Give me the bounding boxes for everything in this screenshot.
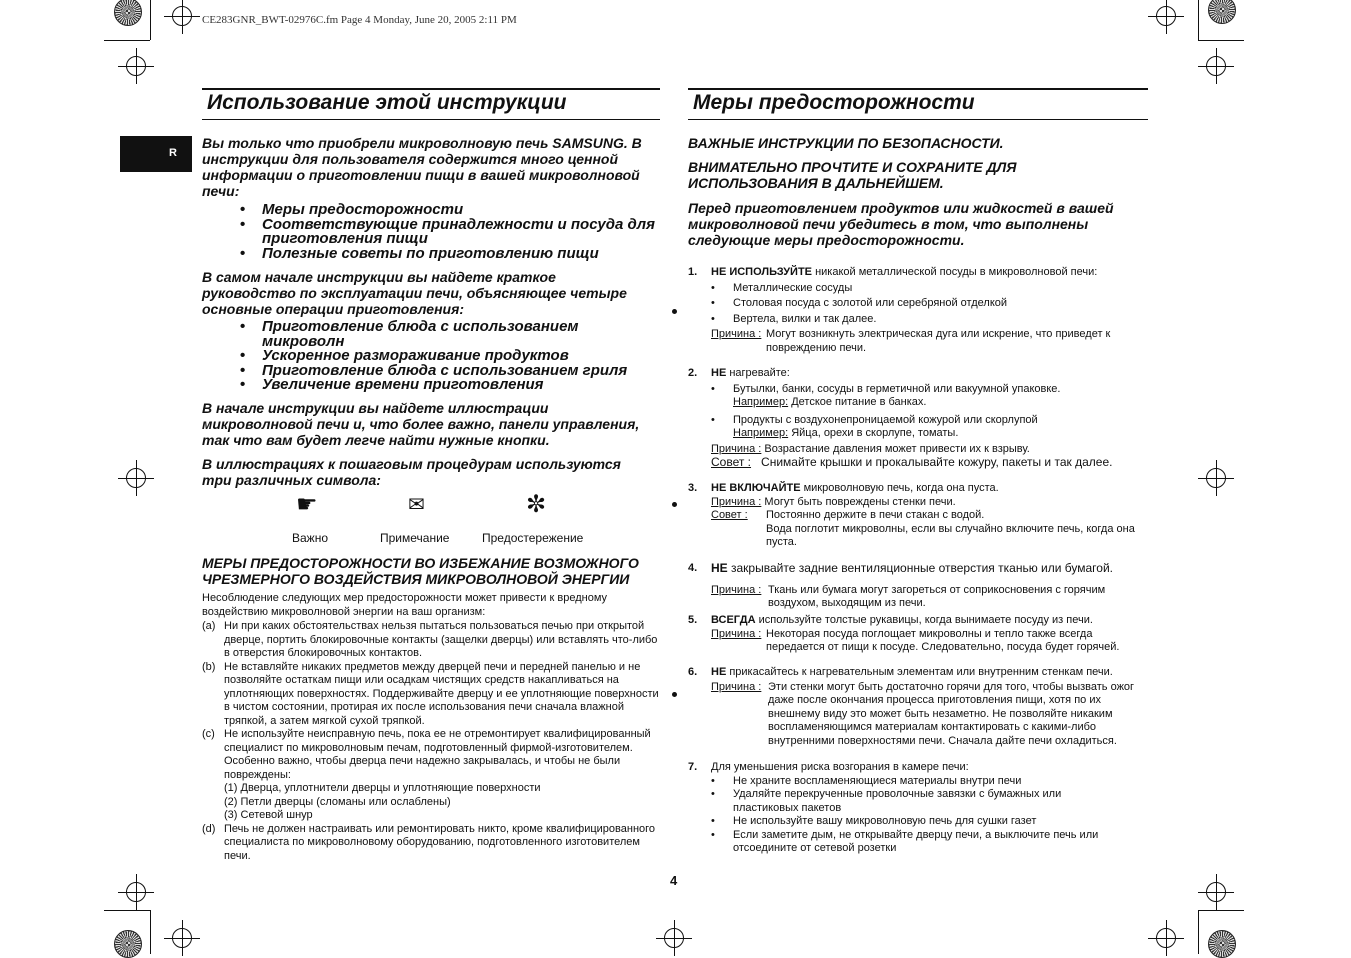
title-rule-bottom [688, 119, 1148, 120]
language-tab [120, 136, 192, 172]
example-label: Например: [733, 396, 789, 408]
crop-line [104, 40, 150, 41]
reason-text: Могут возникнуть электрическая дуга или искрение, что приведет к повреждению печи. [766, 328, 1111, 354]
rule-number: 6. [688, 666, 698, 678]
binding-dot [672, 502, 677, 507]
list-item: • Не храните воспламеняющиеся материалы внутри печи [711, 775, 1121, 789]
registration-mark [1156, 6, 1176, 26]
registration-mark [1206, 882, 1226, 902]
crop-line [150, 0, 151, 40]
reason-label: Причина : [711, 680, 762, 693]
safety-heading: ВАЖНЫЕ ИНСТРУКЦИИ ПО БЕЗОПАСНОСТИ. [688, 135, 1004, 151]
reason-text: Возрастание давления может привести их к взрыву. [764, 442, 1030, 455]
rule-keyword: НЕ ВКЛЮЧАЙТЕ [711, 482, 801, 494]
title-rule-top [688, 88, 1148, 90]
reason-text: Эти стенки могут быть достаточно горячи для того, чтобы вызвать ожог даже после окончания процесса приготовления пищи, хотя по их внешнему виду это может быть незаметно. Не позволяйте никаким воспламеняющимся материалам контактировать с какими-либо внутренними поверхностями печи. Сначала дайте печи охладиться. [768, 680, 1135, 747]
list-item: • Приготовление блюда с использованием микроволн [240, 320, 660, 349]
rule-text: микроволновую печь, когда она пуста. [800, 482, 999, 494]
bullet-text: • Продукты с воздухонепроницаемой кожурой или скорлупой [733, 413, 1038, 426]
left-page-title: Использование этой инструкции [207, 91, 567, 114]
registration-mark [172, 928, 192, 948]
crop-line [1198, 0, 1199, 40]
operations-list [240, 320, 660, 393]
rule-text: Для уменьшения риска возгорания в камере печи: [711, 761, 969, 773]
rule-keyword: НЕ ИСПОЛЬЗУЙТЕ [711, 266, 813, 278]
precaution-item [202, 620, 660, 661]
crop-line [1198, 40, 1244, 41]
rule-number: 3. [688, 482, 698, 494]
symbol-label-caution: Предостережение [482, 531, 584, 545]
symbol-label-important: Важно [292, 531, 329, 545]
pointing-hand-icon: ☛ [296, 490, 318, 518]
safety-rule-7 [688, 761, 1148, 856]
crop-line [1198, 910, 1199, 954]
rule-bullets [711, 282, 1148, 327]
list-item: • Ускоренное размораживание продуктов [240, 349, 660, 364]
precaution-item [202, 661, 660, 729]
rule-keyword: НЕ [711, 561, 728, 575]
list-item: • Меры предосторожности [240, 203, 660, 218]
intro-paragraph: Вы только что приобрели микроволновую печь SAMSUNG. В инструкции для пользователя содержится много ценной информации о приготовлении пищи в вашей микроволновой печи: [202, 135, 642, 199]
rule-text: используйте толстые рукавицы, когда вынимаете посуду из печи. [755, 614, 1093, 626]
item-text: Не используйте неисправную печь, пока ее не отремонтирует квалифицированный специалист по микроволновым печам, подготовленный фирмой-изготовителем. Особенно важно, чтобы дверца печи надежно закрывалась, и чтобы не были повреждены: [224, 728, 651, 781]
reason-text: Могут быть повреждены стенки печи. [764, 495, 956, 508]
rule-number: 7. [688, 761, 698, 773]
rule-number: 4. [688, 562, 698, 574]
rule-text: закрывайте задние вентиляционные отверстия тканью или бумагой. [727, 561, 1113, 575]
bullet-text: • Бутылки, банки, сосуды в герметичной или вакуумной упаковке. [733, 382, 1061, 395]
note-icon: ✉ [408, 492, 425, 516]
example-label: Например: [733, 427, 789, 439]
reason-label: Причина : [711, 328, 762, 340]
symbol-legend [270, 490, 640, 546]
item-text: Печь не должен настраивать или ремонтировать никто, кроме квалифицированного специалиста по микроволновому оборудованию, подготовленного изготовителем печи. [224, 822, 656, 862]
list-item: • Не используйте вашу микроволновую печь для сушки газет [711, 815, 1121, 829]
advice-text: Постоянно держите в печи стакан с водой. [766, 509, 985, 521]
rule-keyword: НЕ [711, 367, 727, 379]
advice-label: Совет : [711, 509, 748, 521]
rule-number: 1. [688, 266, 698, 278]
list-item: • Вертела, вилки и так далее. [711, 313, 1148, 327]
reason-label: Причина : [711, 495, 762, 508]
crop-line [150, 910, 151, 954]
registration-mark [126, 882, 146, 902]
precaution-items [202, 620, 660, 863]
list-item: • Соответствующие принадлежности и посуда для приготовления пищи [240, 218, 660, 247]
item-subpoint: (3) Сетевой шнур [224, 809, 313, 821]
list-item: • Приготовление блюда с использованием гриля [240, 364, 660, 379]
safety-rule-1 [688, 266, 1148, 355]
precaution-item [202, 728, 660, 823]
color-calibration-disc [1208, 0, 1236, 24]
registration-mark [1156, 928, 1176, 948]
rule-text: прикасайтесь к нагревательным элементам или внутренним стенкам печи. [726, 666, 1113, 678]
safety-rule-5 [688, 614, 1148, 655]
list-item: • Полезные советы по приготовлению пищи [240, 247, 660, 262]
example-line [733, 427, 1148, 441]
color-calibration-disc [114, 0, 142, 26]
reason-label: Причина : [711, 627, 762, 640]
rule-keyword: НЕ [711, 666, 727, 678]
reason-label: Причина : [711, 583, 762, 596]
advice-text: Вода поглотит микроволны, если вы случайно включите печь, когда она пуста. [766, 522, 1135, 548]
reason-label: Причина : [711, 442, 762, 455]
title-rule-bottom [202, 119, 660, 120]
list-item: • Если заметите дым, не открывайте дверцу печи, а выключите печь или отсоедините от сетевой розетки [711, 829, 1121, 856]
list-item: • Увеличение времени приготовления [240, 378, 660, 393]
section-subtitle: МЕРЫ ПРЕДОСТОРОЖНОСТИ ВО ИЗБЕЖАНИЕ ВОЗМОЖНОГО ЧРЕЗМЕРНОГО ВОЗДЕЙСТВИЯ МИКРОВОЛНОВОЙ ЭНЕРГИИ [202, 555, 639, 587]
binding-dot [672, 692, 677, 697]
item-label: (a) [202, 620, 216, 632]
item-text: Ни при каких обстоятельствах нельзя пытаться пользоваться печью при открытой дверце, портить блокировочные контакты (защелки дверцы) или вставлять что-либо в отверстия блокировочных контактов. [224, 620, 658, 659]
registration-mark [172, 6, 192, 26]
advice-label: Совет : [711, 455, 752, 469]
rule-number: 5. [688, 614, 698, 626]
registration-mark [126, 56, 146, 76]
contents-list [240, 203, 660, 261]
list-item: • Столовая посуда с золотой или серебряной отделкой [711, 297, 1148, 311]
quick-guide-paragraph: В самом начале инструкции вы найдете краткое руководство по эксплуатации печи, объясняющее четыре основные операции приготовления: [202, 269, 627, 317]
file-header-line: CE283GNR_BWT-02976C.fm Page 4 Monday, June 20, 2005 2:11 PM [202, 14, 517, 26]
item-label: (d) [202, 822, 216, 835]
symbol-label-note: Примечание [380, 531, 450, 545]
binding-dot [672, 309, 677, 314]
safety-rule-2 [688, 367, 1148, 470]
list-item [711, 414, 1148, 441]
registration-mark [664, 928, 684, 948]
crop-line [104, 910, 150, 911]
illustrations-paragraph: В начале инструкции вы найдете иллюстрации микроволновой печи и, что более важно, панели управления, так что вам будет легче найти нужные кнопки. [202, 400, 640, 448]
rule-keyword: ВСЕГДА [711, 614, 756, 626]
list-item: • Удаляйте перекрученные проволочные завязки с бумажных или пластиковых пакетов [711, 788, 1121, 815]
page-number: 4 [670, 873, 678, 888]
rule-text: нагревайте: [726, 367, 790, 379]
safety-rule-4 [688, 562, 1148, 611]
item-subpoint: (2) Петли дверцы (сломаны или ослаблены) [224, 795, 451, 808]
list-item [711, 383, 1148, 410]
advice-text: Снимайте крышки и прокалывайте кожуру, пакеты и так далее. [761, 455, 1113, 469]
registration-mark [126, 468, 146, 488]
reason-text: Некоторая посуда поглощает микроволны и тепло также всегда передается от пищи к посуде. Следовательно, посуда будет горячей. [766, 627, 1120, 653]
language-tab-label: R [169, 147, 177, 159]
read-carefully-heading: ВНИМАТЕЛЬНО ПРОЧТИТЕ И СОХРАНИТЕ ДЛЯ ИСПОЛЬЗОВАНИЯ В ДАЛЬНЕЙШЕМ. [688, 159, 1017, 191]
precaution-item [202, 823, 660, 864]
title-rule-top [202, 88, 660, 90]
example-text: Детское питание в банках. [788, 396, 927, 408]
item-text: Не вставляйте никаких предметов между дверцей печи и передней панелью и не позволяйте остаткам пищи или осадкам чистящих средств накапливаться на уплотняющих поверхностях. Поддерживайте дверцу и ее уплотняющие поверхности в чистом состоянии, протирая их после использования печи сначала влажной тряпкой, а затем мягкой сухой тряпкой. [224, 660, 659, 727]
crop-line [1198, 910, 1244, 911]
example-text: Яйца, орехи в скорлупе, томаты. [788, 427, 959, 439]
list-item: • Металлические сосуды [711, 282, 1148, 296]
caution-icon: ✼ [526, 490, 547, 518]
item-subpoint: (1) Дверца, уплотнители дверцы и уплотняющие поверхности [224, 782, 541, 794]
registration-mark [1206, 56, 1226, 76]
reason-text: Ткань или бумага могут загореться от соприкосновения с горячим воздухом, выходящим из печи. [768, 583, 1106, 609]
registration-mark [1206, 468, 1226, 488]
safety-rule-3 [688, 482, 1148, 550]
rule-bullets [711, 775, 1121, 856]
symbols-paragraph: В иллюстрациях к пошаговым процедурам используются три различных символа: [202, 456, 621, 488]
right-page-title: Меры предосторожности [693, 91, 975, 114]
example-line [733, 396, 1148, 410]
item-label: (b) [202, 660, 216, 673]
item-label: (c) [202, 728, 215, 740]
warning-paragraph: Несоблюдение следующих мер предосторожности может привести к вредному воздействию микроволновой энергии на ваш организм: [202, 592, 608, 618]
safety-rule-6 [688, 666, 1148, 748]
rule-number: 2. [688, 367, 698, 379]
rule-bullets [711, 383, 1148, 441]
before-cooking-paragraph: Перед приготовлением продуктов или жидкостей в вашей микроволновой печи убедитесь в том, что выполнены следующие меры предосторожности. [688, 200, 1114, 248]
rule-text: никакой металлической посуды в микроволновой печи: [812, 266, 1098, 278]
